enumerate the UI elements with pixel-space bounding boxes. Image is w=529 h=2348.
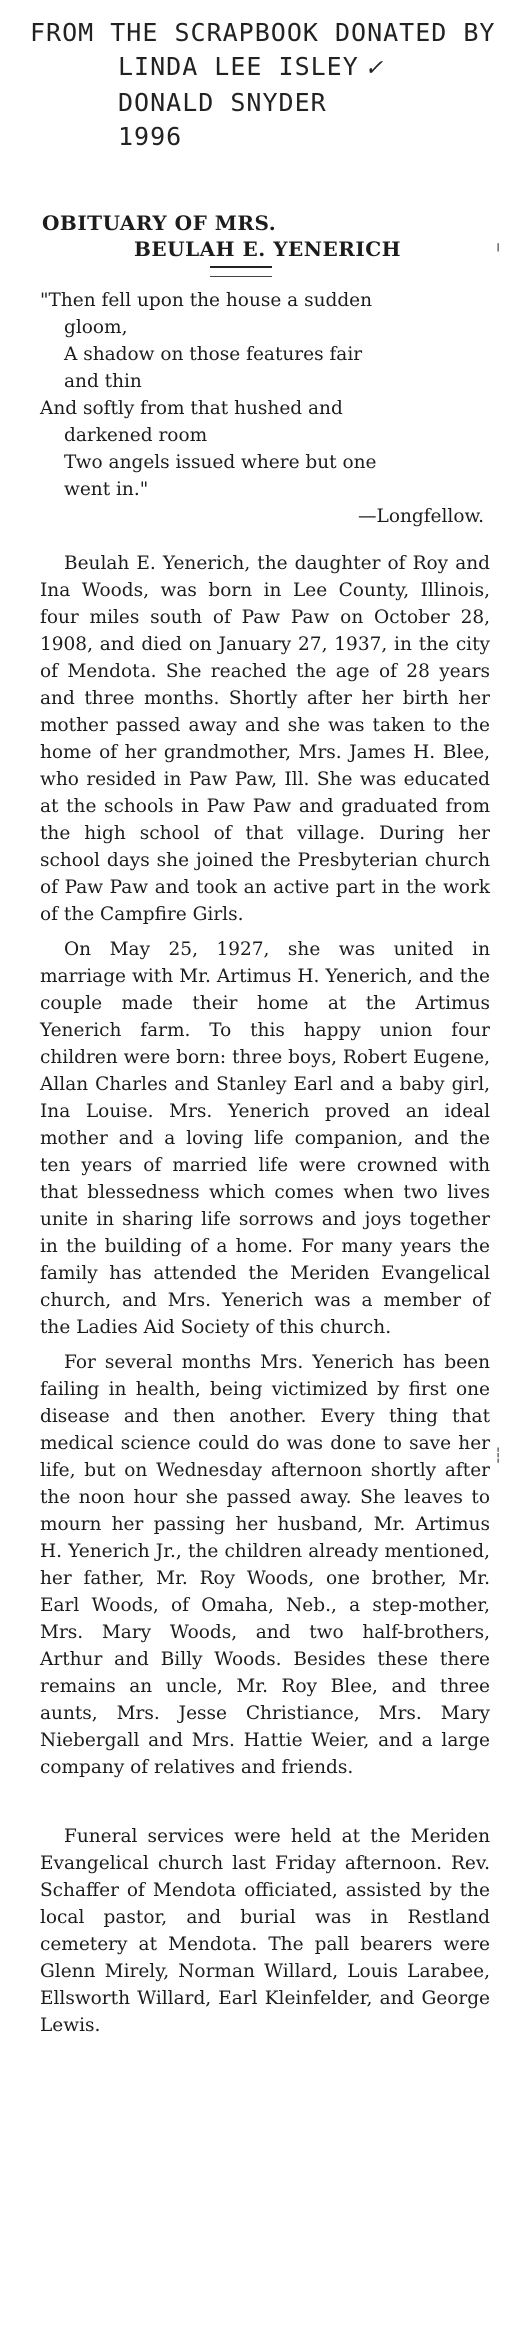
edge-tick-mark: ╷ [494,236,503,252]
poem-line: "Then fell upon the house a sudden [40,290,373,311]
donor-name: LINDA LEE ISLEY [118,52,359,81]
obituary-paragraph-survivors: For several months Mrs. Yenerich has been failing in health, being victimized by first one disease and then another. Every thing that medical science could do was done to save her life, but on Wednesday afternoon shortly after the noon hour she passed away. She leaves to mourn her passing her husband, Mr. Artimus H. Yenerich Jr., the children already mentioned, her father, Mr. Roy Woods, one brother, Mr. Earl Woods, of Omaha, Neb., a step-mother, Mrs. Mary Woods, and two half-brothers, Arthur and Billy Woods. Besides these there remains an uncle, Mr. Roy Blee, and three aunts, Mrs. Jesse Christiance, Mrs. Mary Niebergall and Mrs. Hattie Weier, and a large company of relatives and friends. [40,1352,490,1778]
poem-verse [40,287,490,530]
edge-tick-mark: ┆ [494,1448,503,1464]
obituary-paragraph-marriage: On May 25, 1927, she was united in marriage with Mr. Artimus H. Yenerich, and the couple made their home at the Artimus Yenerich farm. To this happy union four children were born: three boys, Robert Eugene, Allan Charles and Stanley Earl and a baby girl, Ina Louise. Mrs. Yenerich proved an ideal mother and a loving life companion, and the ten years of married life were crowned with that blessedness which comes when two lives unite in sharing life sorrows and joys together in the building of a home. For many years the family has attended the Meriden Evangelical church, and Mrs. Yenerich was a member of the Ladies Aid Society of this church. [40,939,490,1338]
poem-line: Two angels issued where but one [64,452,377,473]
header-line-2 [30,50,500,86]
obituary-column [40,210,490,2047]
headline-divider [210,266,272,277]
poem-line: went in." [64,479,149,500]
handwritten-check-mark: ✓ [364,56,385,81]
headline-line-1: OBITUARY OF MRS. [42,211,277,235]
poem-line: A shadow on those features fair [64,344,363,365]
poem-attribution: —Longfellow. [358,506,484,527]
obituary-paragraph-biography: Beulah E. Yenerich, the daughter of Roy and Ina Woods, was born in Lee County, Illinois, four miles south of Paw Paw on October 28, 1908, and died on January 27, 1937, in the city of Mendota. She reached the age of 28 years and three months. Shortly after her birth her mother passed away and she was taken to the home of her grandmother, Mrs. James H. Blee, who resided in Paw Paw, Ill. She was educated at the schools in Paw Paw and graduated from the high school of that village. During her school days she joined the Presbyterian church of Paw Paw and took an active part in the work of the Campfire Girls. [40,553,490,925]
obituary-paragraph-funeral: Funeral services were held at the Meriden Evangelical church last Friday afternoon. Rev. Schaffer of Mendota officiated, assisted by the local pastor, and burial was in Restland cemetery at Mendota. The pall bearers were Glenn Mirely, Norman Willard, Louis Larabee, Ellsworth Willard, Earl Kleinfelder, and George Lewis. [40,1826,490,2036]
header-year: 1996 [118,122,183,151]
scrapbook-header [30,16,500,154]
newspaper-clipping [22,190,519,2325]
poem-line: And softly from that hushed and [40,398,343,419]
poem-line: gloom, [64,317,128,338]
header-line-1: FROM THE SCRAPBOOK DONATED BY [30,18,496,47]
headline-line-2: BEULAH E. YENERICH [134,237,402,261]
column-gap [40,1789,490,1823]
header-line-3: DONALD SNYDER [118,88,327,117]
obituary-headline [42,210,490,262]
poem-line: and thin [64,371,142,392]
poem-line: darkened room [64,425,208,446]
